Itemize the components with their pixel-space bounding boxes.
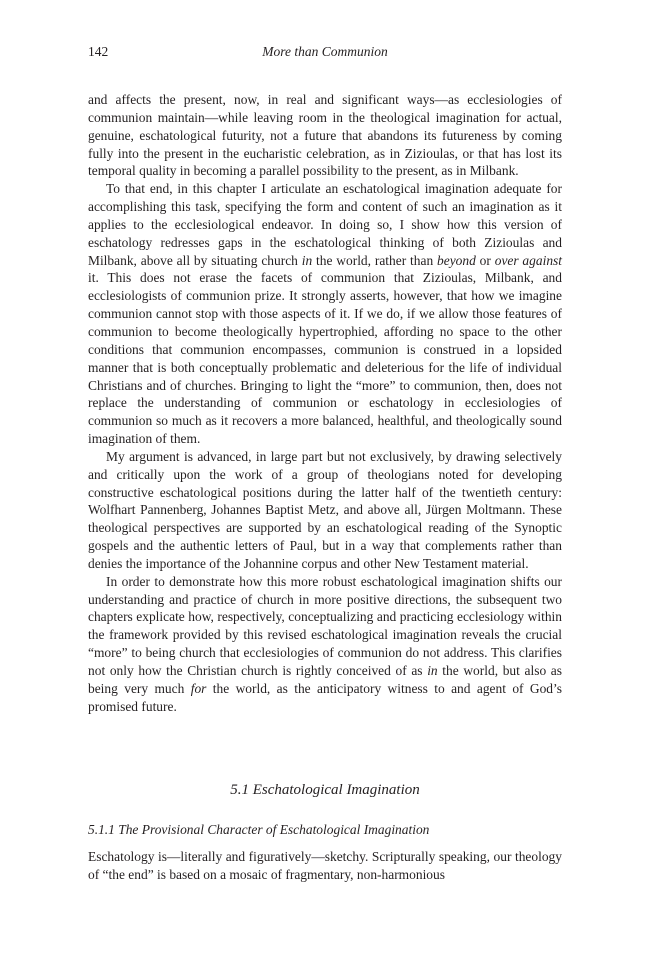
- body-text-continued: [88, 848, 562, 884]
- paragraph: [88, 573, 562, 716]
- running-header: [88, 44, 562, 64]
- italic-text: in: [427, 663, 438, 678]
- text-run: the world, rather than: [312, 252, 438, 268]
- italic-text: over against: [494, 252, 563, 268]
- subsection-heading: 5.1.1 The Provisional Character of Eschatological Imagination: [88, 822, 430, 837]
- paragraph: [88, 448, 562, 573]
- text-run: the world, as the anticipatory witness to and agent of God’s promised future.: [88, 680, 562, 714]
- text-run: or: [475, 252, 495, 268]
- page-number: 142: [88, 44, 109, 59]
- text-run: the world, but also as being very much: [88, 663, 562, 696]
- running-title: More than Communion: [262, 44, 388, 59]
- italic-text: beyond: [437, 252, 476, 268]
- text-run: My argument is advanced, in large part but not exclusively, by drawing selectively and critically upon the work of a group of theologians noted for developing constructive eschatological positions during the latter half of the twentieth century: Wolfhart Pannenberg, Johannes Baptist Metz, and above all, Jürgen Moltmann. These theological perspectives are supported by an eschatological reading of the Synoptic gospels and the authentic letters of Paul, but in a way that complements rather than denies the importance of the Johannine corpus and other New Testament material.: [88, 448, 562, 571]
- text-run: In order to demonstrate how this more robust eschatological imagination shifts our understanding and practice of church in more positive directions, the subsequent two chapters explicate how, respectively, conceptualizing and practicing ecclesiology within the framework provided by this revised eschatological imagination reveals the crucial “more” to being church that ecclesiologies of communion do not address. This clarifies not only how the Christian church is rightly conceived of as: [88, 573, 562, 678]
- paragraph: [88, 91, 562, 180]
- italic-text: in: [301, 252, 313, 268]
- italic-text: for: [190, 680, 207, 696]
- paragraph: Eschatology is—literally and figuratively—sketchy. Scripturally speaking, our theology of “the end” is based on a mosaic of fragmentary, non-harmonious: [88, 849, 562, 882]
- section-heading: 5.1 Eschatological Imagination: [230, 782, 420, 798]
- text-run: it. This does not erase the facets of communion that Zizioulas, Milbank, and ecclesiologists of communion prize. It strongly asserts, however, that how we imagine communion cannot stop with those aspects of it. If we do, if we allow those features of communion to become theologically hypertrophied, affording no space to the other conditions that communion encompasses, communion is construed in a lopsided manner that is both conceptually problematic and deleterious for the life of individual Christians and of churches. Bringing to light the “more” to communion, then, does not replace the understanding of communion or eschatology in ecclesiologies of communion so much as it recovers a more balanced, healthful, and theologically sound imagination of them.: [88, 270, 562, 447]
- text-run: and affects the present, now, in real and significant ways—as ecclesiologies of communion maintain—while leaving room in the theological imagination for actual, genuine, eschatological futurity, not a future that abandons its futureness by coming fully into the present in the eucharistic celebration, as in Zizioulas, or that has lost its temporal quality in becoming a parallel possibility to the present, as in Milbank.: [88, 92, 562, 179]
- text-run: To that end, in this chapter I articulate an eschatological imagination adequate for accomplishing this task, specifying the form and content of such an imagination as it applies to the ecclesiological endeavor. In doing so, I show how this version of eschatology redresses gaps in the eschatological thinking of both Zizioulas and Milbank, above all by situating church: [88, 181, 562, 268]
- body-text: [88, 91, 562, 716]
- paragraph: [88, 180, 562, 448]
